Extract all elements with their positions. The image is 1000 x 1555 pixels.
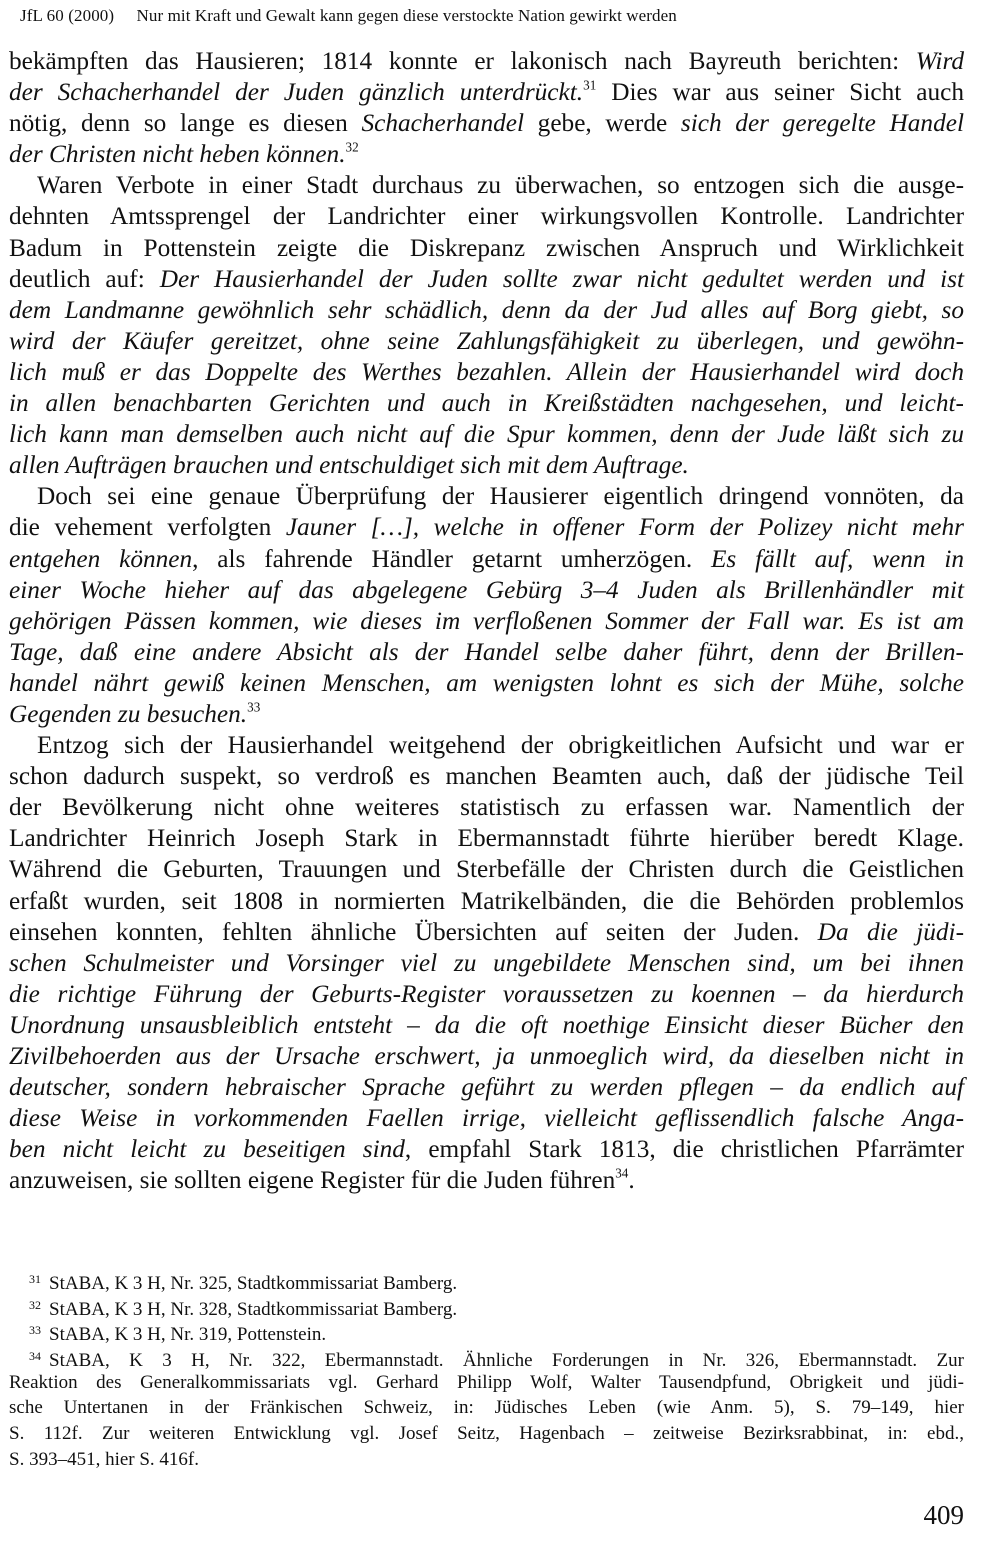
text-run: StABA, K 3 H, Nr. 322, Ebermannstadt. Ähnliche Forderungen in Nr. 326, Ebermannstadt. Zur xyxy=(49,1350,964,1372)
footnote-line xyxy=(9,1267,964,1293)
body-line xyxy=(9,886,964,917)
quoted-text: wird der Käufer gereitzet, ohne seine Zahlungsfähigkeit zu überlegen, und gewöhn- xyxy=(9,326,964,355)
body-line xyxy=(9,139,964,170)
footnote-number: 31 xyxy=(29,1272,41,1286)
footnote-number: 32 xyxy=(29,1297,41,1312)
footnote-ref: 33 xyxy=(247,699,261,715)
footnote-line xyxy=(9,1293,964,1319)
body-line xyxy=(9,512,964,543)
footnote-ref: 31 xyxy=(583,77,597,93)
quoted-text: lich kann man demselben auch nicht auf die Spur kommen, denn der Jude läßt sich zu xyxy=(9,420,964,449)
text-run: sche Untertanen in der Fränkischen Schweiz, in: Jüdisches Leben (wie Anm. 5), S. 79–149, hier xyxy=(9,1397,964,1419)
footnote-ref: 32 xyxy=(345,139,359,155)
quoted-text: Gegenden zu besuchen. xyxy=(9,699,248,728)
text-run: Badum in Pottenstein zeigte die Diskrepanz zwischen Anspruch und Wirklichkeit xyxy=(9,233,964,262)
quoted-text: die richtige Führung der Geburts-Register voraussetzen zu koennen – da hierdurch xyxy=(9,979,964,1008)
body-line xyxy=(9,419,964,450)
quoted-text: dem Landmanne gewöhnlich sehr schädlich, denn da der Jud alles auf Borg giebt, so xyxy=(9,295,964,324)
body-line xyxy=(9,326,964,357)
body-line xyxy=(9,357,964,388)
text-run: Dies war aus seiner Sicht auch xyxy=(596,78,964,107)
body-line xyxy=(9,264,964,295)
footnote-line xyxy=(9,1395,964,1421)
quoted-text: Jauner […], welche in offener Form der Polizey nicht mehr xyxy=(285,513,964,542)
text-run: nötig, denn so lange es diesen xyxy=(9,109,362,138)
text-run: Entzog sich der Hausierhandel weitgehend der obrigkeitlichen Aufsicht und war er xyxy=(37,731,964,760)
body-line xyxy=(9,450,964,481)
body-line xyxy=(9,295,964,326)
body-line xyxy=(9,108,964,139)
footnote-line xyxy=(9,1318,964,1344)
text-run: erfaßt wurden, seit 1808 in normierten Matrikelbänden, die die Behörden problemlos xyxy=(9,886,964,915)
footnote-line xyxy=(9,1421,964,1447)
text-run: Waren Verbote in einer Stadt durchaus zu überwachen, so entzogen sich die ausge- xyxy=(37,171,964,200)
body-line xyxy=(9,1165,964,1196)
body-line xyxy=(9,77,964,108)
quoted-text: der Christen nicht heben können. xyxy=(9,140,346,169)
body-line xyxy=(9,854,964,885)
text-run: StABA, K 3 H, Nr. 325, Stadtkommissariat Bamberg. xyxy=(49,1273,458,1294)
footnote-line xyxy=(9,1370,964,1396)
body-line xyxy=(9,1103,964,1134)
body-line xyxy=(9,823,964,854)
body-line xyxy=(9,917,964,948)
quoted-text: diese Weise in vorkommenden Faellen irrige, vielleicht geflissendlich falsche Anga- xyxy=(9,1104,964,1133)
text-run: bekämpften das Hausieren; 1814 konnte er lakonisch nach Bayreuth berichten: xyxy=(9,47,916,75)
quoted-text: Zivilbehoerden aus der Ursache erschwert, ja unmoeglich wird, da dieselben nicht in xyxy=(9,1042,964,1070)
quoted-text: deutscher, sondern hebraischer Sprache geführt zu werden pflegen – da endlich auf xyxy=(9,1073,964,1102)
quoted-text: allen Aufträgen brauchen und entschuldiget sich mit dem Auftrage. xyxy=(9,451,689,480)
text-run: gebe, werde xyxy=(524,109,681,138)
body-line xyxy=(9,233,964,264)
body-line xyxy=(9,170,964,201)
article-title: Nur mit Kraft und Gewalt kann gegen diese verstockte Nation gewirkt werden xyxy=(136,6,677,25)
quoted-text: ben nicht leicht zu beseitigen sind xyxy=(9,1135,405,1164)
footnote-ref: 34 xyxy=(615,1165,629,1181)
body-line xyxy=(9,730,964,761)
body-line xyxy=(9,792,964,823)
body-line xyxy=(9,948,964,979)
body-line xyxy=(9,1010,964,1041)
text-run: S. 112f. Zur weiteren Entwicklung vgl. Josef Seitz, Hagenbach – zeitweise Bezirksrabbinat, in: ebd., xyxy=(9,1423,964,1445)
footnote-line xyxy=(9,1344,964,1370)
body-line xyxy=(9,201,964,232)
body-line xyxy=(9,544,964,575)
quoted-text: Es fällt auf, wenn in xyxy=(710,544,964,573)
quoted-text: der Schacherhandel der Juden gänzlich unterdrückt. xyxy=(9,78,584,107)
text-run: Landrichter Heinrich Joseph Stark in Ebermannstadt führte hierüber beredt Klage. xyxy=(9,824,964,853)
quoted-text: entgehen können xyxy=(9,544,193,573)
text-run: schon dadurch suspekt, so verdroß es manchen Beamten auch, daß der jüdische Teil xyxy=(9,762,964,791)
body-line xyxy=(9,388,964,419)
text-run: dehnten Amtssprengel der Landrichter einer wirkungsvollen Kontrolle. Landrichter xyxy=(9,202,964,231)
quoted-text: handel nährt gewiß keinen Menschen, am wenigsten lohnt es sich der Mühe, solche xyxy=(9,668,964,697)
text-run: S. 393–451, hier S. 416f. xyxy=(9,1448,199,1470)
quoted-text: Wird xyxy=(915,47,964,75)
text-run: , empfahl Stark 1813, die christlichen Pfarrämter xyxy=(404,1135,964,1164)
quoted-text: Der Hausierhandel der Juden sollte zwar nicht gedultet werden und ist xyxy=(159,264,965,293)
body-line xyxy=(9,606,964,637)
body-line xyxy=(9,761,964,792)
journal-reference: JfL 60 (2000) xyxy=(20,6,115,25)
text-run: die vehement verfolgten xyxy=(9,513,286,542)
body-text xyxy=(9,46,964,1196)
text-run: Reaktion des Generalkommissariats vgl. Gerhard Philipp Wolf, Walter Tausendpfund, Obrigkeit und jüdi- xyxy=(9,1371,964,1393)
body-line xyxy=(9,979,964,1010)
quoted-text: gehörigen Pässen kommen, wie dieses im verfloßenen Sommer der Fall war. Es ist am xyxy=(9,606,964,635)
quoted-text: schen Schulmeister und Vorsinger viel zu ungebildete Menschen sind, um bei ihnen xyxy=(9,948,964,977)
text-run: StABA, K 3 H, Nr. 319, Pottenstein. xyxy=(49,1324,327,1346)
text-run: Während die Geburten, Trauungen und Sterbefälle der Christen durch die Geistlichen xyxy=(9,855,964,884)
quoted-text: Da die jüdi- xyxy=(817,917,964,946)
text-run: StABA, K 3 H, Nr. 328, Stadtkommissariat Bamberg. xyxy=(49,1298,458,1320)
quoted-text: lich muß er das Doppelte des Werthes bezahlen. Allein der Hausierhandel wird doch xyxy=(9,357,964,386)
footnote-line xyxy=(9,1447,964,1473)
body-line xyxy=(9,46,964,77)
text-run: einsehen konnten, fehlten ähnliche Übersichten auf seiten der Juden. xyxy=(9,917,818,946)
page-number: 409 xyxy=(923,1500,964,1530)
footnote-number: 34 xyxy=(29,1349,41,1364)
footnote-number: 33 xyxy=(29,1323,41,1338)
body-line xyxy=(9,668,964,699)
body-line xyxy=(9,699,964,730)
body-line xyxy=(9,1072,964,1103)
text-run: anzuweisen, sie sollten eigene Register für die Juden führen xyxy=(9,1166,616,1195)
text-run: der Bevölkerung nicht ohne weiteres statistisch zu erfassen war. Namentlich der xyxy=(9,793,964,822)
body-line xyxy=(9,1041,964,1072)
text-run: Doch sei eine genaue Überprüfung der Hausierer eigentlich dringend vonnöten, da xyxy=(37,482,964,511)
body-line xyxy=(9,637,964,668)
body-line xyxy=(9,481,964,512)
footnotes xyxy=(9,1267,964,1473)
quoted-text: Unordnung unsausbleiblich entsteht – da die oft noethige Einsicht dieser Bücher den xyxy=(9,1010,964,1039)
quoted-text: sich der geregelte Handel xyxy=(680,109,964,138)
quoted-text: Schacherhandel xyxy=(361,109,524,138)
quoted-text: einer Woche hieher auf das abgelegene Gebürg 3–4 Juden als Brillenhändler mit xyxy=(9,575,964,604)
quoted-text: Tage, daß eine andere Absicht als der Handel selbe daher führt, denn der Brillen- xyxy=(9,637,964,666)
body-line xyxy=(9,575,964,606)
quoted-text: in allen benachbarten Gerichten und auch in Kreißstädten nachgesehen, und leicht- xyxy=(9,389,964,418)
text-run: , als fahrende Händler getarnt umherzögen. xyxy=(192,544,711,573)
text-run: . xyxy=(628,1166,635,1195)
body-line xyxy=(9,1134,964,1165)
text-run: deutlich auf: xyxy=(9,264,160,293)
running-header xyxy=(20,6,980,26)
